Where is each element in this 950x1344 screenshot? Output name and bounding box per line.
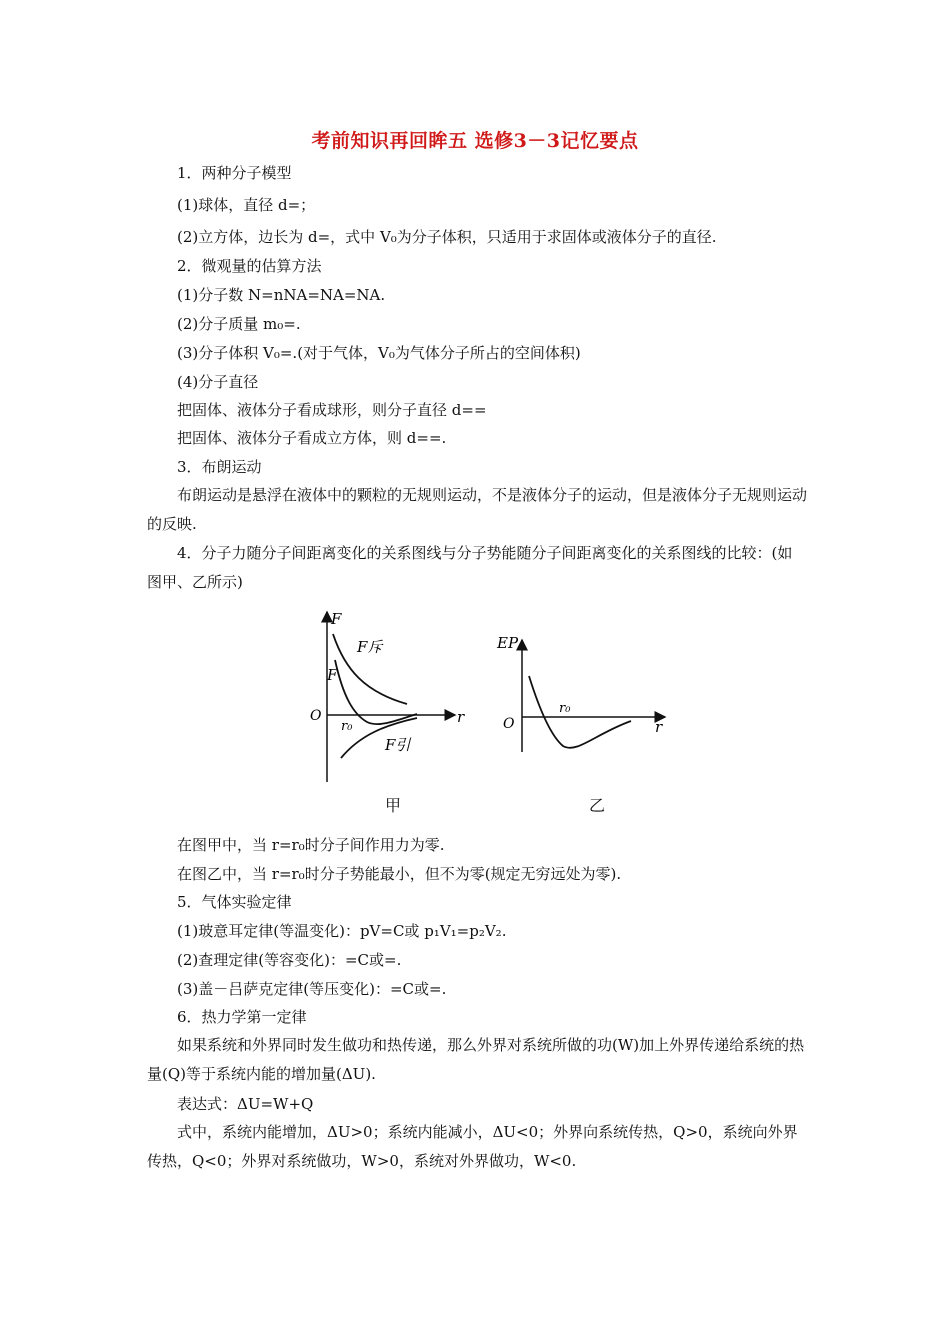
r0-label: r₀ <box>559 701 571 716</box>
text-line: 表达式：ΔU=W+Q <box>177 1095 314 1113</box>
r-axis-label: r <box>655 718 663 736</box>
origin-label: O <box>503 716 515 732</box>
figure-yi-caption: 乙 <box>589 796 606 815</box>
text-line: (1)分子数 N=nNA=NA=NA. <box>177 286 386 304</box>
text-line: (2)查理定律(等容变化)：=C或=. <box>177 951 402 969</box>
section-heading: 2．微观量的估算方法 <box>177 257 322 275</box>
section-heading: 3．布朗运动 <box>177 458 262 476</box>
r0-label: r₀ <box>341 719 353 734</box>
figure-yi <box>495 628 675 758</box>
text-line: (1)玻意耳定律(等温变化)：pV=C或 p₁V₁=p₂V₂. <box>177 922 507 940</box>
text-line: (1)球体，直径 d=； <box>177 196 316 214</box>
paragraph: 如果系统和外界同时发生做功和热传递，那么外界对系统所做的功(W)加上外界传递给系统的热量(Q)等于系统内能的增加量(ΔU). <box>147 1036 805 1083</box>
f-axis-label: F <box>331 610 342 628</box>
paragraph: 4．分子力随分子间距离变化的关系图线与分子势能随分子间距离变化的关系图线的比较：(如图甲、乙所示) <box>147 544 793 591</box>
origin-label: O <box>310 708 322 724</box>
text-line: 把固体、液体分子看成球形，则分子直径 d== <box>177 401 487 419</box>
text-line: 在图甲中，当 r=r₀时分子间作用力为零. <box>177 836 445 854</box>
section-heading: 6．热力学第一定律 <box>177 1008 307 1026</box>
text-line: (4)分子直径 <box>177 373 259 391</box>
text-line: (2)立方体，边长为 d=，式中 V₀为分子体积，只适用于求固体或液体分子的直径. <box>177 228 717 246</box>
text-line: 在图乙中，当 r=r₀时分子势能最小，但不为零(规定无穷远处为零). <box>177 865 622 883</box>
attractive-label: F引 <box>385 736 411 754</box>
figure-jia-caption: 甲 <box>385 796 402 815</box>
text-line: (3)分子体积 V₀=.(对于气体，V₀为气体分子所占的空间体积) <box>177 344 581 362</box>
ep-axis-label: EP <box>497 634 519 652</box>
text-line: (3)盖－吕萨克定律(等压变化)：=C或=. <box>177 980 447 998</box>
section-heading: 5．气体实验定律 <box>177 893 292 911</box>
repulsive-label: F斥 <box>357 638 383 656</box>
page-title: 考前知识再回眸五 选修3－3记忆要点 <box>311 130 639 152</box>
r-axis-label: r <box>457 708 465 726</box>
text-line: (2)分子质量 m₀=. <box>177 315 301 333</box>
text-line: 把固体、液体分子看成立方体，则 d==. <box>177 429 447 447</box>
net-force-label: F <box>327 666 338 684</box>
paragraph: 式中，系统内能增加，ΔU>0；系统内能减小，ΔU<0；外界向系统传热，Q>0，系统向外界传热，Q<0；外界对系统做功，W>0，系统对外界做功，W<0. <box>147 1123 798 1170</box>
section-heading: 1．两种分子模型 <box>177 164 292 182</box>
potential-energy-curve <box>529 676 631 748</box>
figure-jia <box>305 600 485 790</box>
paragraph: 布朗运动是悬浮在液体中的颗粒的无规则运动，不是液体分子的运动，但是液体分子无规则运动的反映. <box>147 486 808 533</box>
